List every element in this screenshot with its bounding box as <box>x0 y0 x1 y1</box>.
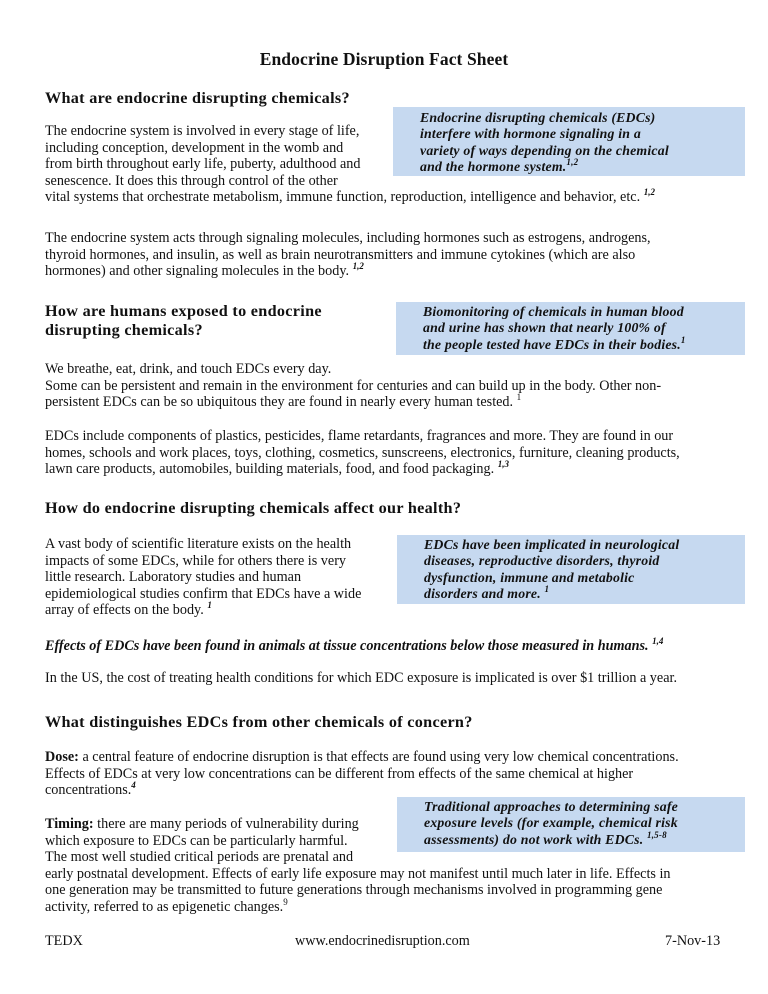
citation-ref: 9 <box>283 896 288 907</box>
callout-box-biomonitoring <box>396 302 745 355</box>
callout-line: diseases, reproductive disorders, thyroid <box>424 553 660 569</box>
page-title: Endocrine Disruption Fact Sheet <box>259 49 509 69</box>
paragraph-edc-sources: EDCs include components of plastics, pesticides, flame retardants, fragrances and more. They are found in our homes, schools and work places, toys, clothing, cosmetics, sunscreens, electronics, furniture, cleaning products, lawn care products, automobiles, building materials, food, and food packaging. $^{1,3}$ <box>45 428 680 478</box>
citation-ref: 1 <box>544 584 550 595</box>
callout-line: and the hormone system.$^{1,2}$ <box>420 157 579 175</box>
section-heading-distinguishes-edcs: What distinguishes EDCs from other chemicals of concern? <box>45 713 473 731</box>
callout-line: exposure levels (for example, chemical risk <box>424 815 678 831</box>
citation-ref: 1 <box>680 334 686 345</box>
citation-ref: 1,5-8 <box>647 829 667 840</box>
label-timing: Timing: <box>45 816 94 832</box>
footer-website-link[interactable]: www.endocrinedisruption.com <box>295 933 470 949</box>
callout-line: assessments) do not work with EDCs. $^{1,5-8}$ <box>424 829 667 847</box>
callout-line: Endocrine disrupting chemicals (EDCs) <box>420 110 656 125</box>
callout-line: the people tested have EDCs in their bodies.$^1$ <box>423 334 686 352</box>
footer-organization: TEDX <box>45 933 83 949</box>
paragraph-signaling-molecules: The endocrine system acts through signaling molecules, including hormones such as estrogens, androgens, thyroid hormones, and insulin, as well as brain neurotransmitters and immune cytokines (which are also hormones) and other signaling molecules in the body. $^{1,2}$ <box>45 230 651 280</box>
citation-ref: 1,3 <box>497 459 509 470</box>
section-heading-human-exposure: How are humans exposed to endocrine disrupting chemicals? <box>45 302 322 339</box>
paragraph-scientific-literature: A vast body of scientific literature exists on the health impacts of some EDCs, while for others there is very little research. Laboratory studies and human epidemiological studies confirm that EDCs have a wide array of effects on the body. $^1$ <box>45 536 362 619</box>
callout-line: Traditional approaches to determining safe <box>424 799 678 814</box>
callout-line: variety of ways depending on the chemical <box>420 142 669 158</box>
paragraph-exposure-routes: We breathe, eat, drink, and touch EDCs every day. Some can be persistent and remain in the environment for centuries and can build up in the body. Other non- persistent EDCs can be so ubiquitous they are found in nearly every human tested. $^1$ <box>45 361 662 411</box>
callout-line: disorders and more. $^1$ <box>424 584 550 602</box>
citation-ref: 1,2 <box>352 261 364 272</box>
citation-ref: 1,4 <box>652 636 664 646</box>
callout-line: interfere with hormone signaling in a <box>420 126 641 142</box>
citation-ref: 1,2 <box>643 187 655 198</box>
label-dose: Dose: <box>45 749 79 765</box>
callout-line: and urine has shown that nearly 100% of <box>423 320 666 336</box>
citation-ref: 1 <box>516 392 522 403</box>
paragraph-timing: Timing: there are many periods of vulnerability during which exposure to EDCs can be particularly harmful. The most well studied critical periods are prenatal and early postnatal development. Effects of early life exposure may not manifest until much later in life. Effects in one generation may be transmitted to future generations through mechanisms involved in programming gene activity, referred to as epigenetic changes.$^9$ <box>45 816 671 915</box>
paragraph-dose: Dose: a central feature of endocrine disruption is that effects are found using very low chemical concentrations. Effects of EDCs at very low concentrations can be different from effects of the same chemical at higher concentrations.$^4$ <box>45 749 679 799</box>
callout-line: Biomonitoring of chemicals in human blood <box>423 304 684 319</box>
paragraph-us-cost: In the US, the cost of treating health conditions for which EDC exposure is implicated is over $1 trillion a year. <box>45 670 677 686</box>
citation-ref: 4 <box>131 780 136 791</box>
callout-line: dysfunction, immune and metabolic <box>424 569 635 585</box>
footer-date: 7-Nov-13 <box>665 933 721 949</box>
section-heading-health-effects: How do endocrine disrupting chemicals affect our health? <box>45 499 462 517</box>
paragraph-endocrine-system: The endocrine system is involved in every stage of life, including conception, development in the womb and from birth throughout early life, puberty, adulthood and senescence. It does this through control of the other vital systems that orchestrate metabolism, immune function, reproduction, intelligence and behavior, etc. $^{1,2}$ <box>45 123 655 206</box>
section-heading-what-are-edcs: What are endocrine disrupting chemicals? <box>45 89 350 107</box>
callout-box-health-implications <box>397 535 745 604</box>
callout-line: EDCs have been implicated in neurological <box>424 537 680 552</box>
citation-ref: 1,2 <box>566 157 579 168</box>
citation-ref: 1 <box>207 600 212 611</box>
emphasis-animal-effects: Effects of EDCs have been found in animals at tissue concentrations below those measured in humans. $^{1,4}$ <box>45 636 664 654</box>
